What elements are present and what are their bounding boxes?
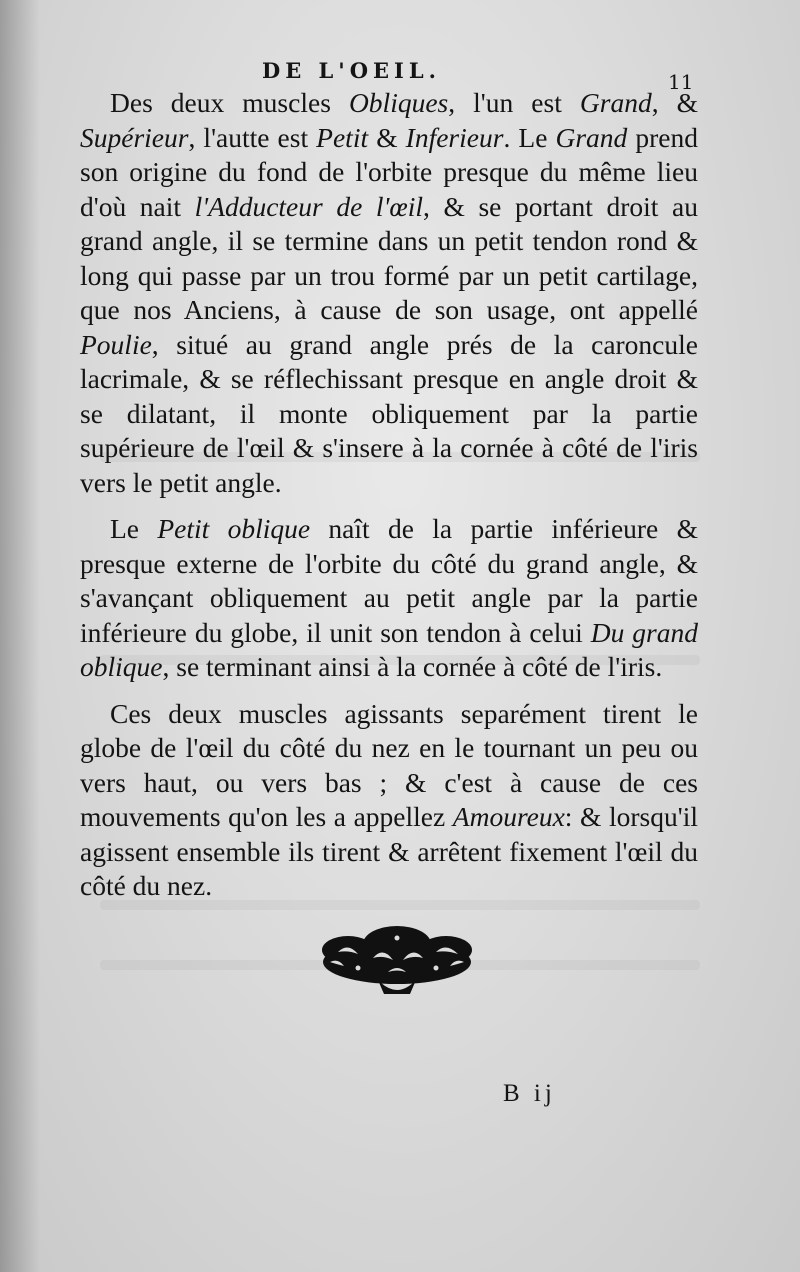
italic-run: Grand: [555, 121, 628, 153]
text-run: . Le: [503, 121, 556, 153]
text-run: , &: [651, 87, 699, 118]
text-run: Le: [110, 513, 158, 544]
paragraph: [80, 512, 698, 685]
italic-run: Du grand oblique: [80, 616, 699, 682]
italic-run: Supérieur: [80, 121, 189, 153]
text-run: prend son origine du fond de l'orbite presque du même lieu d'où nait: [80, 121, 698, 222]
italic-run: Petit: [316, 121, 369, 153]
text-run: &: [368, 121, 406, 153]
italic-run: Petit oblique: [157, 513, 311, 544]
body-text: [80, 86, 698, 904]
text-run: , se terminant ainsi à la cornée à côté de l'iris.: [162, 651, 663, 682]
italic-run: Inferieur: [405, 121, 504, 153]
italic-run: Poulie: [80, 328, 152, 360]
text-run: , l'un est: [448, 87, 580, 118]
paragraph: [80, 697, 698, 904]
italic-run: l'Adducteur de l'œil: [194, 190, 424, 222]
page-number: 11: [668, 70, 694, 94]
text-run: Ces deux muscles agissants separément tirent le globe de l'œil du côté du nez en le tournant un peu ou vers haut, ou vers bas ; & c'est à cause de ces mouvements qu'on les a appellez: [80, 697, 698, 832]
gutter-shadow: [0, 0, 40, 1272]
italic-run: Amoureux: [452, 801, 565, 832]
italic-run: Obliques: [348, 87, 449, 118]
signature-mark: B ij: [503, 1080, 556, 1107]
italic-run: Grand: [579, 87, 652, 118]
text-run: , & se portant droit au grand angle, il se termine dans un petit tendon rond & long qui passe par un trou formé par un petit cartilage, que nos Anciens, à cause de son usage, ont appellé: [80, 190, 698, 325]
text-run: : & lorsqu'il agissent ensemble ils tirent & arrêtent fixement l'œil du côté du nez.: [80, 801, 698, 901]
paragraph: [80, 86, 698, 500]
text-run: Des deux muscles: [110, 87, 349, 118]
text-run: , situé au grand angle prés de la caroncule lacrimale, & se réflechissant presque en angle droit & se dilatant, il monte obliquement par la partie supérieure de l'œil & s'insere à la cornée à côté de l'iris vers le petit angle.: [80, 328, 698, 498]
text-run: naît de la partie inférieure & presque externe de l'orbite du côté du grand angle, & s'avançant obliquement au petit angle par la partie inférieure du globe, il unit son tendon à celui: [80, 513, 698, 648]
floral-fleuron-icon: [318, 922, 476, 998]
text-run: , l'autte est: [188, 121, 317, 153]
running-head: DE L'OEIL.: [262, 58, 441, 83]
